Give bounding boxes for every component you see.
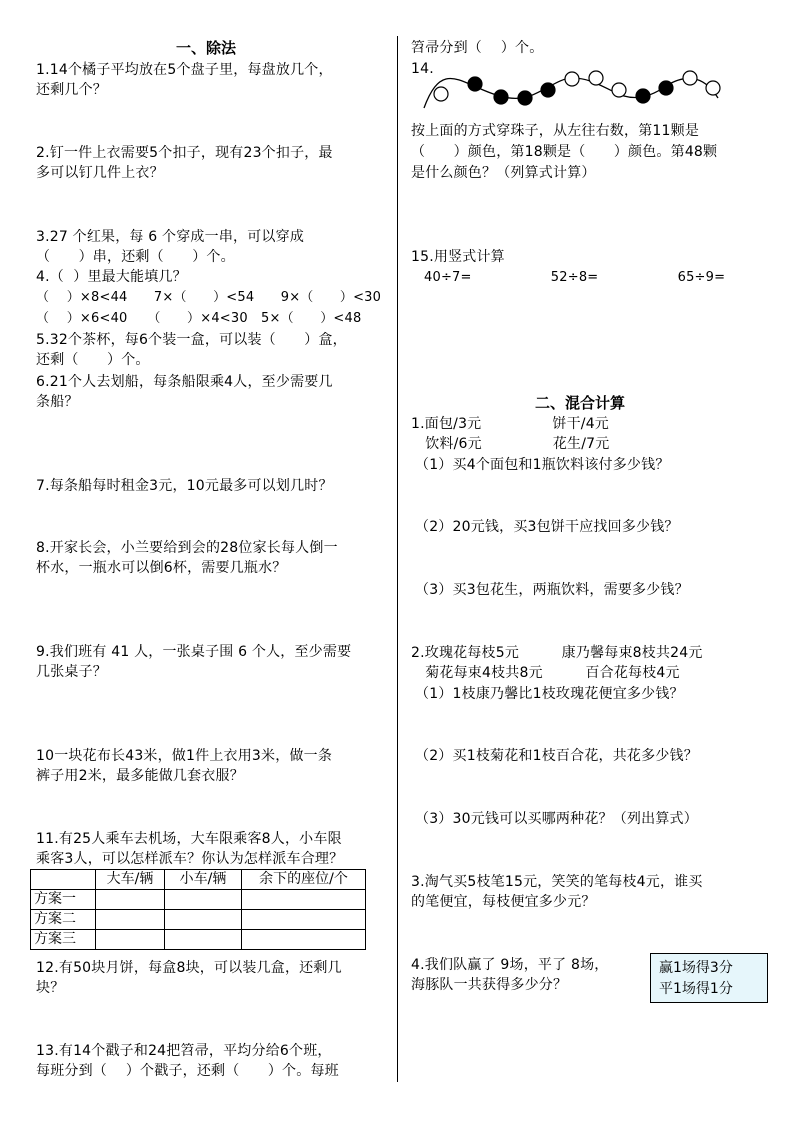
q14-line1: 按上面的方式穿珠子，从左往右数，第11颗是 xyxy=(411,123,700,139)
q6-line2: 条船？ xyxy=(36,394,79,410)
q9-line2: 几张桌子？ xyxy=(36,664,107,680)
m2-q1: （1）1枝康乃馨比1枝玫瑰花便宜多少钱？ xyxy=(415,686,684,702)
table-row xyxy=(31,890,366,910)
q13-line2: 每班分到（ ）个戳子，还剩（ ）个。每班 xyxy=(36,1063,339,1079)
q7-line1: 7.每条船每时租金3元，10元最多可以划几时？ xyxy=(36,478,333,494)
table-cell[interactable] xyxy=(242,890,366,910)
q5-line2: 还剩（ ）个。 xyxy=(36,352,150,368)
m3-line1: 3.淘气买5枝笔15元，笑笑的笔每枝4元，谁买 xyxy=(411,874,703,890)
m1-q3: （3）买3包花生，两瓶饮料，需要多少钱？ xyxy=(415,582,689,598)
q8-line1: 8.开家长会，小兰要给到会的28位家长每人倒一 xyxy=(36,540,338,556)
scoring-rule-draw: 平1场得1分 xyxy=(659,981,733,997)
m1-q1: （1）买4个面包和1瓶饮料该付多少钱？ xyxy=(415,457,670,473)
q15-title: 15.用竖式计算 xyxy=(411,249,505,265)
m2-price-line2: 菊花每束4枝共8元 百合花每枝4元 xyxy=(411,665,680,681)
bead-black xyxy=(468,77,482,91)
table-header-big-car: 大车/辆 xyxy=(96,870,165,890)
q1-line1: 1.14个橘子平均放在5个盘子里，每盘放几个， xyxy=(36,62,333,78)
table-header-small-car: 小车/辆 xyxy=(165,870,242,890)
q13-continued: 笤帚分到（ ）个。 xyxy=(411,40,544,56)
scoring-rule-box xyxy=(650,953,768,1003)
m2-q3: （3）30元钱可以买哪两种花？（列出算式） xyxy=(415,811,698,827)
q14-number: 14. xyxy=(411,61,434,77)
q10-line2: 裤子用2米，最多能做几套衣服？ xyxy=(36,768,244,784)
table-row-label: 方案三 xyxy=(31,930,96,950)
car-plan-table xyxy=(30,869,366,950)
table-cell[interactable] xyxy=(165,930,242,950)
m3-line2: 的笔便宜，每枝便宜多少元？ xyxy=(411,894,596,910)
bead-white xyxy=(589,71,603,85)
bead-string-diagram xyxy=(420,68,725,113)
q14-line3: 是什么颜色？（列算式计算） xyxy=(411,165,596,181)
m1-q2: （2）20元钱，买3包饼干应找回多少钱？ xyxy=(415,519,679,535)
m2-price-line1: 2.玫瑰花每枝5元 康乃馨每束8枝共24元 xyxy=(411,645,703,661)
table-cell[interactable] xyxy=(242,930,366,950)
bead-white xyxy=(706,81,720,95)
bead-black xyxy=(494,90,508,104)
table-row xyxy=(31,910,366,930)
q2-line2: 多可以钉几件上衣？ xyxy=(36,165,164,181)
table-header-blank xyxy=(31,870,96,890)
table-cell[interactable] xyxy=(165,890,242,910)
bead-white xyxy=(565,72,579,86)
table-cell[interactable] xyxy=(96,930,165,950)
table-row-label: 方案二 xyxy=(31,910,96,930)
bead-black xyxy=(518,91,532,105)
m4-line2: 海豚队一共获得多少分？ xyxy=(411,977,568,993)
q10-line1: 10一块花布长43米，做1件上衣用3米，做一条 xyxy=(36,748,333,764)
q4-line1: 4.（ ）里最大能填几？ xyxy=(36,269,187,285)
m1-price-line1: 1.面包/3元 饼干/4元 xyxy=(411,416,610,432)
q13-line1: 13.有14个戳子和24把笤帚，平均分给6个班， xyxy=(36,1043,332,1059)
table-cell[interactable] xyxy=(96,910,165,930)
table-row xyxy=(31,930,366,950)
q15-problems: 40÷7= 52÷8= 65÷9= xyxy=(424,270,726,285)
q14-line2: （ ）颜色，第18颗是（ ）颜色。第48颗 xyxy=(411,144,718,160)
m2-q2: （2）买1枝菊花和1枝百合花，共花多少钱？ xyxy=(415,748,698,764)
q3-line1: 3.27 个红果，每 6 个穿成一串，可以穿成 xyxy=(36,229,305,245)
q11-line2: 乘客3人，可以怎样派车？你认为怎样派车合理？ xyxy=(36,851,344,867)
table-cell[interactable] xyxy=(165,910,242,930)
q12-line2: 块？ xyxy=(36,980,65,996)
section-title-mixed: 二、混合计算 xyxy=(535,394,626,412)
bead-black xyxy=(541,83,555,97)
q8-line2: 杯水，一瓶水可以倒6杯，需要几瓶水？ xyxy=(36,560,287,576)
bead-black xyxy=(659,81,673,95)
bead-black xyxy=(636,89,650,103)
m1-price-line2: 饮料/6元 花生/7元 xyxy=(411,436,610,452)
table-header-remaining-seats: 余下的座位/个 xyxy=(242,870,366,890)
bead-white xyxy=(434,87,448,101)
bead-white xyxy=(612,83,626,97)
table-cell[interactable] xyxy=(96,890,165,910)
scoring-rule-win: 赢1场得3分 xyxy=(659,960,733,976)
q4-line2: （ ）×8<44 7×（ ）<54 9×（ ）<30 xyxy=(36,290,382,305)
q9-line1: 9.我们班有 41 人，一张桌子围 6 个人，至少需要 xyxy=(36,644,352,660)
q1-line2: 还剩几个？ xyxy=(36,82,107,98)
q5-line1: 5.32个茶杯，每6个装一盒，可以装（ ）盒， xyxy=(36,332,347,348)
column-divider xyxy=(397,36,398,1082)
q12-line1: 12.有50块月饼，每盒8块，可以装几盒，还剩几 xyxy=(36,960,342,976)
table-cell[interactable] xyxy=(242,910,366,930)
section-title-division: 一、除法 xyxy=(176,39,237,57)
q3-line2: （ ）串，还剩（ ）个。 xyxy=(36,249,235,265)
table-row-label: 方案一 xyxy=(31,890,96,910)
m4-line1: 4.我们队赢了 9场，平了 8场， xyxy=(411,957,609,973)
q11-line1: 11.有25人乘车去机场，大车限乘客8人，小车限 xyxy=(36,831,342,847)
bead-white xyxy=(683,71,697,85)
q2-line1: 2.钉一件上衣需要5个扣子，现有23个扣子，最 xyxy=(36,145,333,161)
q6-line1: 6.21个人去划船，每条船限乘4人，至少需要几 xyxy=(36,374,333,390)
q4-line3: （ ）×6<40 （ ）×4<30 5×（ ）<48 xyxy=(36,311,362,326)
